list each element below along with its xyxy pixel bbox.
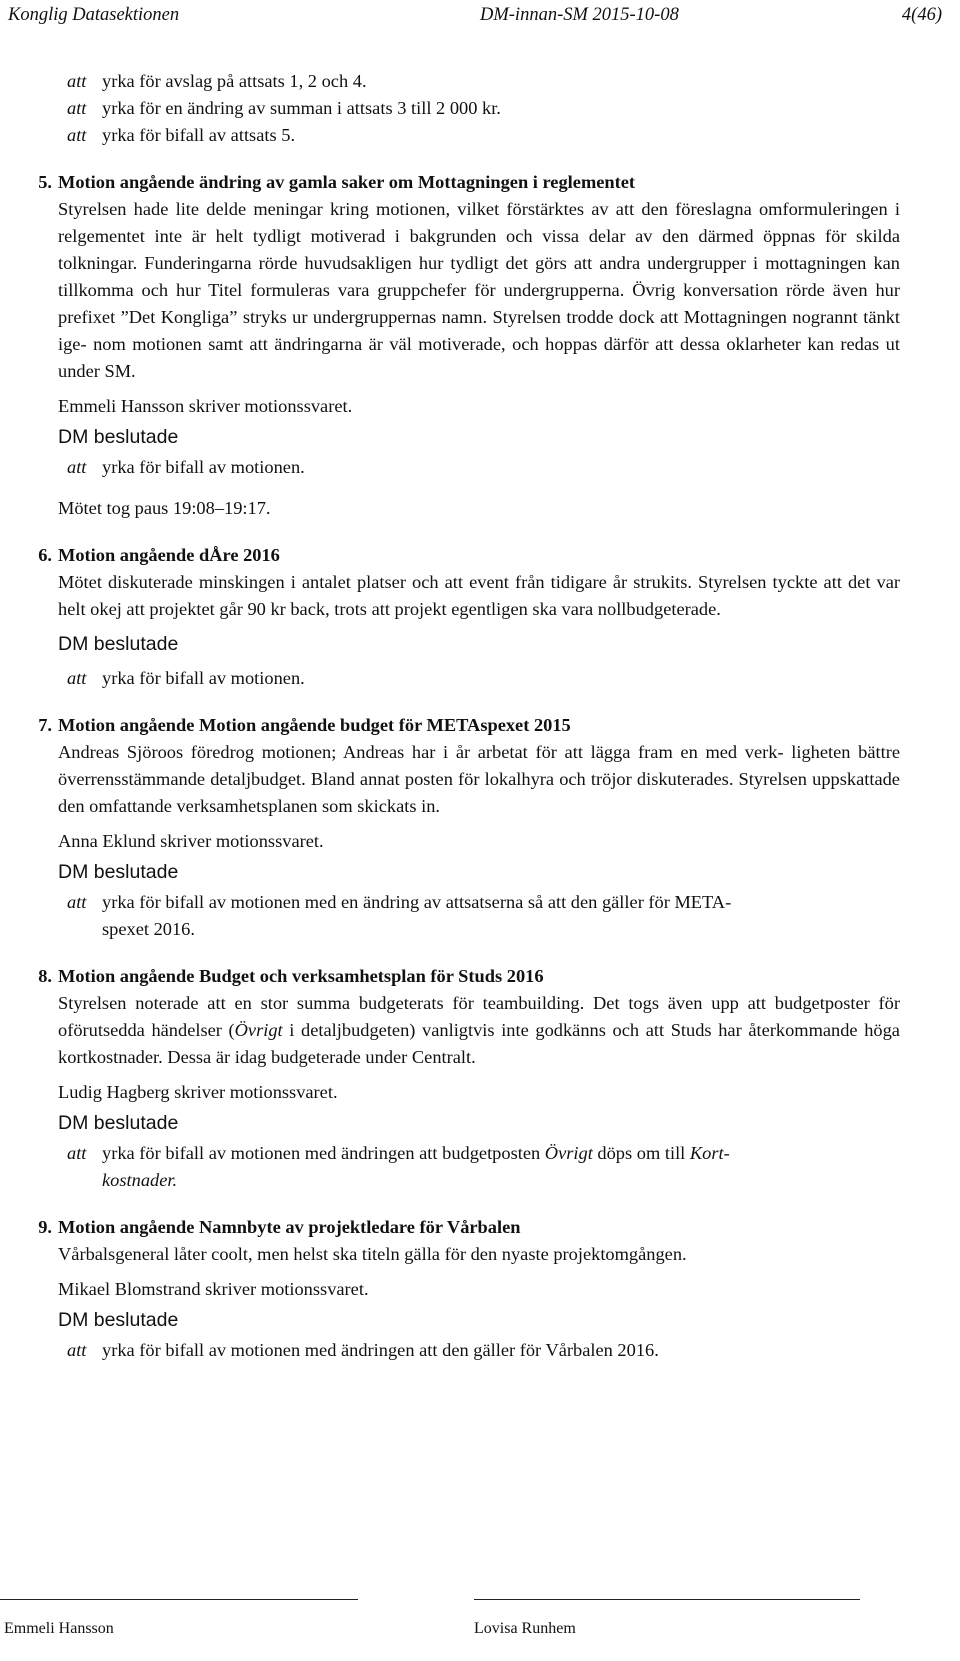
paragraph-text: i detaljbudgeten) vanligtvis inte godkänns och (282, 1020, 640, 1040)
att-text: yrka för en ändring av summan i attsats 3 till 2 000 kr. (102, 98, 501, 118)
att-keyword: att (67, 98, 87, 118)
section-heading (38, 169, 900, 196)
section-title: Motion angående dÅre 2016 (58, 545, 280, 565)
paragraph-line: det görs att andra undergrupper i mottagningen kan tillkomma och hur Titel formuleras vara (58, 253, 900, 300)
section-heading (38, 712, 900, 739)
decision-text-part: döps om till (592, 1143, 690, 1163)
decision-text (102, 889, 900, 943)
decision-line (67, 454, 900, 481)
paragraph-text: budgetposter för oförutsedda händelser ( (58, 993, 900, 1040)
paragraph-line: nollbudgeterade. (597, 599, 721, 619)
att-line (67, 68, 900, 95)
paragraph-line: gruppchefer för undergrupperna. Övrig konversation rörde även hur prefixet ”Det Kongliga” (58, 280, 900, 327)
section-heading (38, 963, 900, 990)
section-6 (38, 542, 900, 692)
section-paragraph (58, 569, 900, 623)
paragraph-line: stryks ur undergruppernas namn. Styrelsen trodde dock att Mottagningen nogrannt tänkt ige- (58, 307, 900, 354)
paragraph-line: kan redas ut under SM. (58, 334, 900, 381)
section-paragraph (58, 196, 900, 385)
paragraph-line: Mötet diskuterade minskingen i antalet platser och att event från tidigare år strukits. Styrelsen (58, 572, 767, 592)
paragraph-line: av den därmed öppnas för skilda tolkningar. Funderingarna rörde huvudsakligen hur tydligt (58, 226, 900, 273)
att-keyword: att (67, 1143, 87, 1163)
att-text: yrka för bifall av attsats 5. (102, 125, 296, 145)
att-keyword: att (67, 1340, 87, 1360)
motion-writer: Ludig Hagberg skriver motionssvaret. (58, 1082, 338, 1102)
motion-writer: Emmeli Hansson skriver motionssvaret. (58, 396, 353, 416)
signature-footer (0, 1599, 960, 1661)
section-title: Motion angående Namnbyte av projektledare för Vårbalen (58, 1217, 521, 1237)
meeting-pause: Mötet tog paus 19:08–19:17. (58, 498, 271, 518)
paragraph-line: Styrelsen noterade att en stor summa budgeterats för teambuilding. Det togs även upp att (58, 993, 766, 1013)
section-title: Motion angående Motion angående budget för METAspexet 2015 (58, 715, 571, 735)
section-number: 9. (38, 1217, 52, 1237)
intro-att-list (58, 68, 900, 149)
motion-writer: Anna Eklund skriver motionssvaret. (58, 831, 324, 851)
decision-line (67, 1337, 900, 1364)
emphasis-text: Övrigt (544, 1143, 593, 1163)
header-page-number: 4(46) (901, 5, 942, 25)
att-line (67, 95, 900, 122)
signature-name-left: Emmeli Hansson (4, 1620, 114, 1637)
paragraph-line: diskuterades. Styrelsen uppskattade den omfattande verksamhetsplanen som skickats in. (58, 769, 900, 816)
paragraph-line: ligheten bättre överrensstämmande detaljbudget. Bland annat posten för lokalhyra och tröjor (58, 742, 900, 789)
paragraph-line: att Studs har återkommande höga kortkostnader. Dessa är idag budgeterade under Centralt. (58, 1020, 900, 1067)
section-heading (38, 542, 900, 569)
document-body (38, 68, 900, 1364)
signature-name-right: Lovisa Runhem (474, 1620, 576, 1637)
decision-text: yrka för bifall av motionen med ändringen att den gäller för Vårbalen 2016. (102, 1340, 659, 1360)
att-keyword: att (67, 71, 87, 91)
emphasis-text: Kort- (689, 1143, 730, 1163)
decision-line (67, 1140, 900, 1194)
section-number: 8. (38, 966, 52, 986)
decision-text-line: spexet 2016. (102, 919, 195, 939)
signature-line-right (474, 1599, 860, 1600)
section-title: Motion angående Budget och verksamhetsplan för Studs 2016 (58, 966, 544, 986)
section-number: 7. (38, 715, 52, 735)
decision-heading: DM beslutade (58, 632, 179, 655)
paragraph-line: Andreas Sjöroos föredrog motionen; Andreas har i år arbetat för att lägga fram en med verk- (58, 742, 784, 762)
att-keyword: att (67, 668, 87, 688)
emphasis-text: Övrigt (234, 1020, 283, 1040)
section-number: 6. (38, 545, 52, 565)
att-text: yrka för avslag på attsats 1, 2 och 4. (102, 71, 367, 91)
decision-heading: DM beslutade (58, 1308, 179, 1331)
decision-text (102, 1140, 900, 1194)
decision-line (67, 889, 900, 943)
paragraph-line: Styrelsen hade lite delde meningar kring motionen, vilket förstärktes av att den föreslagna (58, 199, 752, 219)
section-paragraph (58, 739, 900, 820)
decision-text-line: yrka för bifall av motionen med en ändring av attsatserna så att den gäller för META- (102, 892, 732, 912)
section-title: Motion angående ändring av gamla saker om Mottagningen i reglementet (58, 172, 636, 192)
decision-line (67, 665, 900, 692)
emphasis-text: kostnader. (102, 1170, 178, 1190)
section-5 (38, 169, 900, 522)
section-number: 5. (38, 172, 52, 192)
section-paragraph (58, 990, 900, 1071)
paragraph-line: nom motionen samt att ändringarna är väl motiverade, och hoppas därför att dessa oklarheter (93, 334, 801, 354)
att-keyword: att (67, 125, 87, 145)
att-keyword: att (67, 892, 87, 912)
section-paragraph: Vårbalsgeneral låter coolt, men helst ska titeln gälla för den nyaste projektomgången. (58, 1244, 687, 1264)
decision-heading: DM beslutade (58, 860, 179, 883)
section-8 (38, 963, 900, 1194)
decision-heading: DM beslutade (58, 1111, 179, 1134)
header-meeting-date: DM-innan-SM 2015-10-08 (480, 5, 679, 25)
decision-heading: DM beslutade (58, 425, 179, 448)
decision-text: yrka för bifall av motionen. (102, 668, 305, 688)
decision-text: yrka för bifall av motionen. (102, 457, 305, 477)
signature-line-left (0, 1599, 358, 1600)
section-7 (38, 712, 900, 943)
att-line (67, 122, 900, 149)
motion-writer: Mikael Blomstrand skriver motionssvaret. (58, 1279, 369, 1299)
page-header (8, 2, 952, 30)
decision-text-part: yrka för bifall av motionen med ändringen att budgetposten (102, 1143, 545, 1163)
att-keyword: att (67, 457, 87, 477)
paragraph-line: tyckte att det var helt okej att projektet går 90 kr back, trots att projekt egentligen ska vara (58, 572, 900, 619)
section-9 (38, 1214, 900, 1364)
header-organization: Konglig Datasektionen (8, 5, 180, 25)
section-heading (38, 1214, 900, 1241)
paragraph-line: omformuleringen i relgementet inte är helt tydligt motiverad i bakgrunden och vissa delar (58, 199, 900, 246)
